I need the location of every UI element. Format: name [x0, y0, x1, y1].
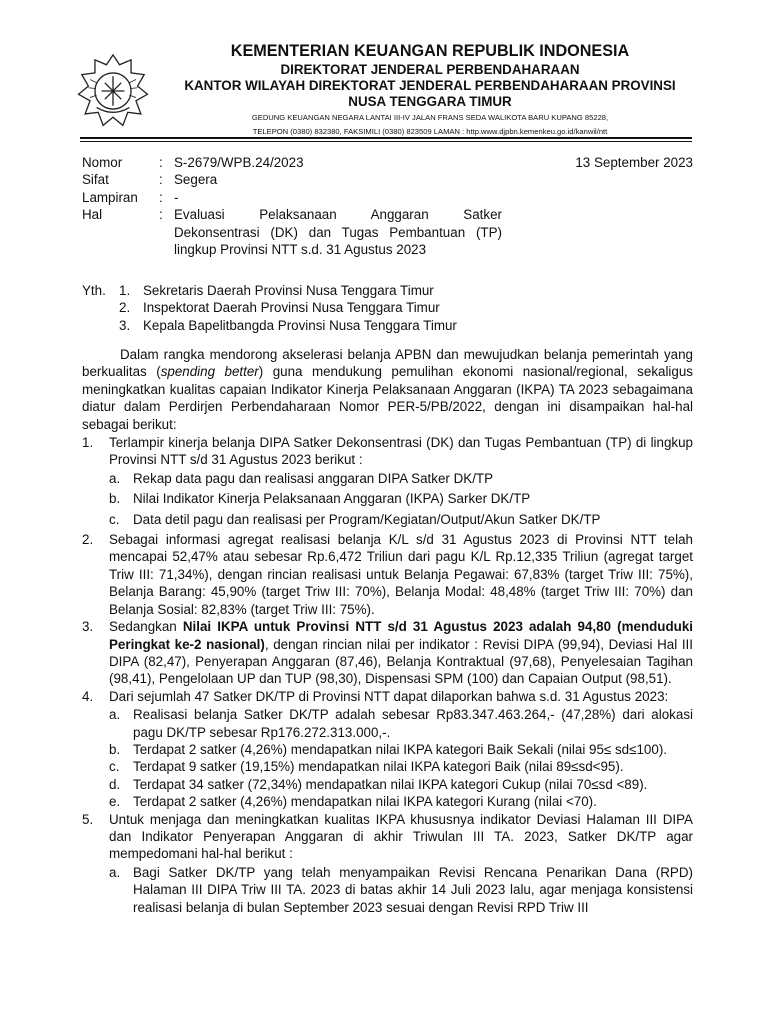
letterhead-rule: [80, 137, 692, 139]
sifat-label: Sifat: [82, 172, 109, 188]
kemenkeu-logo: [72, 50, 154, 132]
directorate-name: DIREKTORAT JENDERAL PERBENDAHARAAN: [280, 62, 580, 77]
point-5: 5. Untuk menjaga dan meningkatkan kualitas IKPA khususnya indikator Deviasi Halaman III DIPA dan Indikator Penyerapan Anggaran di akhir Triwulan III TA. 2023, Satker DK/TP agar mempedomani hal-hal berikut : a. Bagi Satker DK/TP yang telah menyampaikan Revisi Rencana Penarikan Dana (RPD) Halaman III DIPA Triw III TA. 2023 di batas akhir 14 Juli 2023 lalu, agar menjaga konsistensi realisasi belanja di bulan September 2023 sesuai dengan Revisi RPD Triw III: [82, 811, 693, 915]
sub-item: c. Terdapat 9 satker (19,15%) mendapatkan nilai IKPA kategori Baik (nilai 89≤sd<95).: [109, 759, 624, 775]
hal-label: Hal: [82, 207, 103, 223]
point-2: 2. Sebagai informasi agregat realisasi belanja K/L s/d 31 Agustus 2023 di Provinsi NTT telah mencapai 52,47% atau sebesar Rp.6,472 Triliun dari pagu K/L Rp.12,335 Triliun (agregat target Triw III: 71,34%), dengan rincian realisasi untuk Belanja Pegawai: 67,83% (target Triw III: 75%), Belanja Barang: 45,90% (target Triw III: 70%), Belanja Modal: 48,48% (target Triw III: 70%) dan Belanja Sosial: 82,83% (target Triw III: 75%).: [82, 532, 693, 617]
letter-number: S-2679/WPB.24/2023: [174, 155, 304, 170]
point-3: 3. Sedangkan Nilai IKPA untuk Provinsi NTT s/d 31 Agustus 2023 adalah 94,80 (menduduki Peringkat ke-2 nasional), dengan rincian nilai per indikator : Revisi DIPA (99,94), Deviasi Hal III DIPA (82,47), Penyerapan Anggaran (87,46), Belanja Kontraktual (97,68), Penyelesaian Tagihan (98,41), Pengelolaan UP dan TUP (98,30), Dispensasi SPM (100) dan Capaian Output (98,51).: [82, 619, 694, 687]
letter-nature: Segera: [174, 172, 218, 188]
sub-item: a. Realisasi belanja Satker DK/TP adalah sebesar Rp83.347.463.264,- (47,28%) dari alokasi pagu DK/TP sebesar Rp176.272.313.000,-.: [109, 707, 693, 740]
ministry-name: KEMENTERIAN KEUANGAN REPUBLIK INDONESIA: [230, 42, 630, 60]
lampiran-label: Lampiran: [82, 189, 138, 205]
office-address: GEDUNG KEUANGAN NEGARA LANTAI III-IV JALAN FRANS SEDA WALIKOTA BARU KUPANG 85228,: [251, 113, 609, 122]
regional-office-name: KANTOR WILAYAH DIREKTORAT JENDERAL PERBENDAHARAAN PROVINSI: [184, 78, 676, 93]
point-1: 1. Terlampir kinerja belanja DIPA Satker Dekonsentrasi (DK) dan Tugas Pembantuan (TP) di lingkup Provinsi NTT s/d 31 Agustus 2023 berikut : a. Rekap data pagu dan realisasi anggaran DIPA Satker DK/TP b. Nilai Indikator Kinerja Pelaksanaan Anggaran (IKPA) Sarker DK/TP c. Data detil pagu dan realisasi per Program/Kegiatan/Output/Akun Satker DK/TP: [82, 435, 693, 527]
province-name: NUSA TENGGARA TIMUR: [348, 94, 512, 109]
letterhead-rule-thin: [80, 141, 692, 142]
recipient-item: Kepala Bapelitbangda Provinsi Nusa Tenggara Timur: [143, 317, 457, 333]
sub-item: b. Nilai Indikator Kinerja Pelaksanaan Anggaran (IKPA) Sarker DK/TP: [109, 491, 531, 507]
office-contact: TELEPON (0380) 832380, FAKSIMILI (0380) 823509 LAMAN : http.www.djpbn.kemenkeu.go.id/kanwil/ntt: [252, 126, 608, 136]
sub-item: d. Terdapat 34 satker (72,34%) mendapatkan nilai IKPA kategori Cukup (nilai 70≤sd <89).: [109, 776, 648, 792]
ikpa-highlight: Nilai IKPA untuk Provinsi NTT s/d 31 Agustus 2023 adalah 94,80 (menduduki Peringkat ke-2 nasional): [109, 619, 694, 652]
sub-item: e. Terdapat 2 satker (4,26%) mendapatkan nilai IKPA kategori Kurang (nilai <70).: [109, 794, 597, 810]
nomor-label: Nomor: [82, 155, 123, 170]
sub-item: a. Bagi Satker DK/TP yang telah menyampaikan Revisi Rencana Penarikan Dana (RPD) Halaman III DIPA Triw III TA. 2023 di batas akhir 14 Juli 2023 lalu, agar menjaga konsistensi realisasi belanja di bulan September 2023 sesuai dengan Revisi RPD Triw III: [109, 864, 693, 915]
letter-date: 13 September 2023: [575, 155, 693, 170]
recipient-item: Inspektorat Daerah Provinsi Nusa Tenggara Timur: [143, 300, 440, 316]
letter-body: [82, 346, 693, 916]
point-4: 4. Dari sejumlah 47 Satker DK/TP di Provinsi NTT dapat dilaporkan bahwa s.d. 31 Agustus 2023: a. Realisasi belanja Satker DK/TP adalah sebesar Rp83.347.463.264,- (47,28%) dari alokasi pagu DK/TP sebesar Rp176.272.313.000,-. b. Terdapat 2 satker (4,26%) mendapatkan nilai IKPA kategori Baik Sekali (nilai 95≤ sd≤100). c. Terdapat 9 satker (19,15%) mendapatkan nilai IKPA kategori Baik (nilai 89≤sd<95). d. Terdapat 34 satker (72,34%) mendapatkan nilai IKPA kategori Cukup (nilai 70≤sd <89). e. Terdapat 2 satker (4,26%) mendapatkan nilai IKPA kategori Kurang (nilai <70).: [82, 688, 693, 810]
sub-item: a. Rekap data pagu dan realisasi anggaran DIPA Satker DK/TP: [109, 470, 494, 486]
recipients-label: Yth.: [82, 283, 106, 298]
letter-subject: Evaluasi Pelaksanaan Anggaran Satker Dekonsentrasi (DK) dan Tugas Pembantuan (TP) lingkup Provinsi NTT s.d. 31 Agustus 2023: [174, 207, 502, 258]
letter-meta: Nomor : S-2679/WPB.24/2023 Sifat : Segera Lampiran : - Hal : Evaluasi Pelaksanaan Anggaran Satker Dekonsentrasi (DK) dan Tugas Pembantuan (TP) lingkup Provinsi NTT s.d. 31 Agustus 2023: [82, 155, 502, 258]
sub-item: b. Terdapat 2 satker (4,26%) mendapatkan nilai IKPA kategori Baik Sekali (nilai 95≤ sd≤100).: [109, 741, 667, 757]
letterhead: [160, 42, 700, 137]
recipients: Yth. 1. Sekretaris Daerah Provinsi Nusa Tenggara Timur 2. Inspektorat Daerah Provinsi Nusa Tenggara Timur 3. Kepala Bapelitbangda Provinsi Nusa Tenggara Timur: [82, 283, 457, 333]
recipient-item: Sekretaris Daerah Provinsi Nusa Tenggara Timur: [143, 283, 434, 298]
intro-paragraph: Dalam rangka mendorong akselerasi belanja APBN dan mewujudkan belanja pemerintah yang berkualitas (spending better) guna mendukung pemulihan ekonomi nasional/regional, sekaligus meningkatkan kualitas capaian Indikator Kinerja Pelaksanaan Anggaran (IKPA) TA 2023 sebagaimana diatur dalam Perdirjen Perbendaharaan Nomor PER-5/PB/2022, dengan ini disampaikan hal-hal sebagai berikut:: [82, 347, 693, 432]
letter-attachment: -: [174, 189, 179, 205]
sub-item: c. Data detil pagu dan realisasi per Program/Kegiatan/Output/Akun Satker DK/TP: [109, 511, 601, 527]
